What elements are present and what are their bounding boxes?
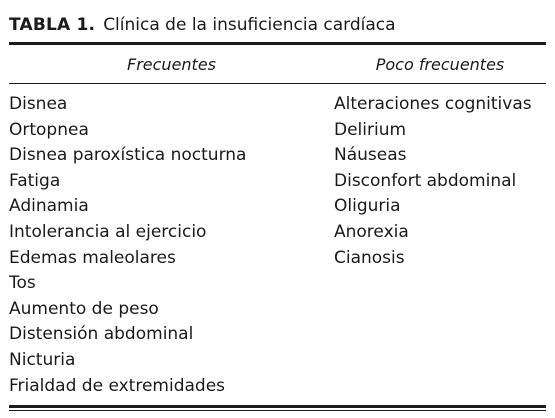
table-caption: [9, 9, 546, 37]
list-item: Náuseas: [334, 145, 407, 166]
list-item: Ortopnea: [9, 119, 89, 140]
list-item: Intolerancia al ejercicio: [9, 221, 207, 242]
list-item: Alteraciones cognitivas: [334, 94, 532, 114]
table-label: TABLA 1.: [9, 15, 96, 35]
column-poco-frecuentes: [334, 92, 546, 399]
list-item: Adinamia: [9, 196, 89, 217]
list-item: Disnea paroxística nocturna: [9, 145, 247, 166]
list-item: Tos: [9, 273, 36, 294]
list-item: Oliguria: [334, 196, 401, 217]
list-item: Aumento de peso: [9, 298, 159, 319]
list-item: Fatiga: [9, 170, 61, 191]
list-item: Disnea: [9, 94, 68, 114]
table-title: Clínica de la insuficiencia cardíaca: [103, 15, 396, 35]
column-header-poco-frecuentes: Poco frecuentes: [375, 54, 505, 74]
list-item: Disconfort abdominal: [334, 170, 517, 191]
table-header-row: [9, 45, 546, 83]
bottom-rule-thin: [9, 410, 546, 411]
column-frecuentes: [9, 92, 334, 399]
bottom-rule: [9, 405, 546, 408]
list-item: Distensión abdominal: [9, 324, 194, 345]
table-body: [9, 84, 546, 403]
list-item: Edemas maleolares: [9, 247, 176, 268]
clinical-table: [9, 9, 546, 411]
poco-frecuentes-list: [334, 92, 546, 271]
frecuentes-list: [9, 92, 334, 399]
list-item: Cianosis: [334, 247, 405, 268]
list-item: Anorexia: [334, 221, 409, 242]
list-item: Delirium: [334, 119, 407, 140]
column-header-frecuentes: Frecuentes: [127, 54, 216, 74]
list-item: Nicturia: [9, 349, 76, 370]
list-item: Frialdad de extremidades: [9, 375, 226, 396]
